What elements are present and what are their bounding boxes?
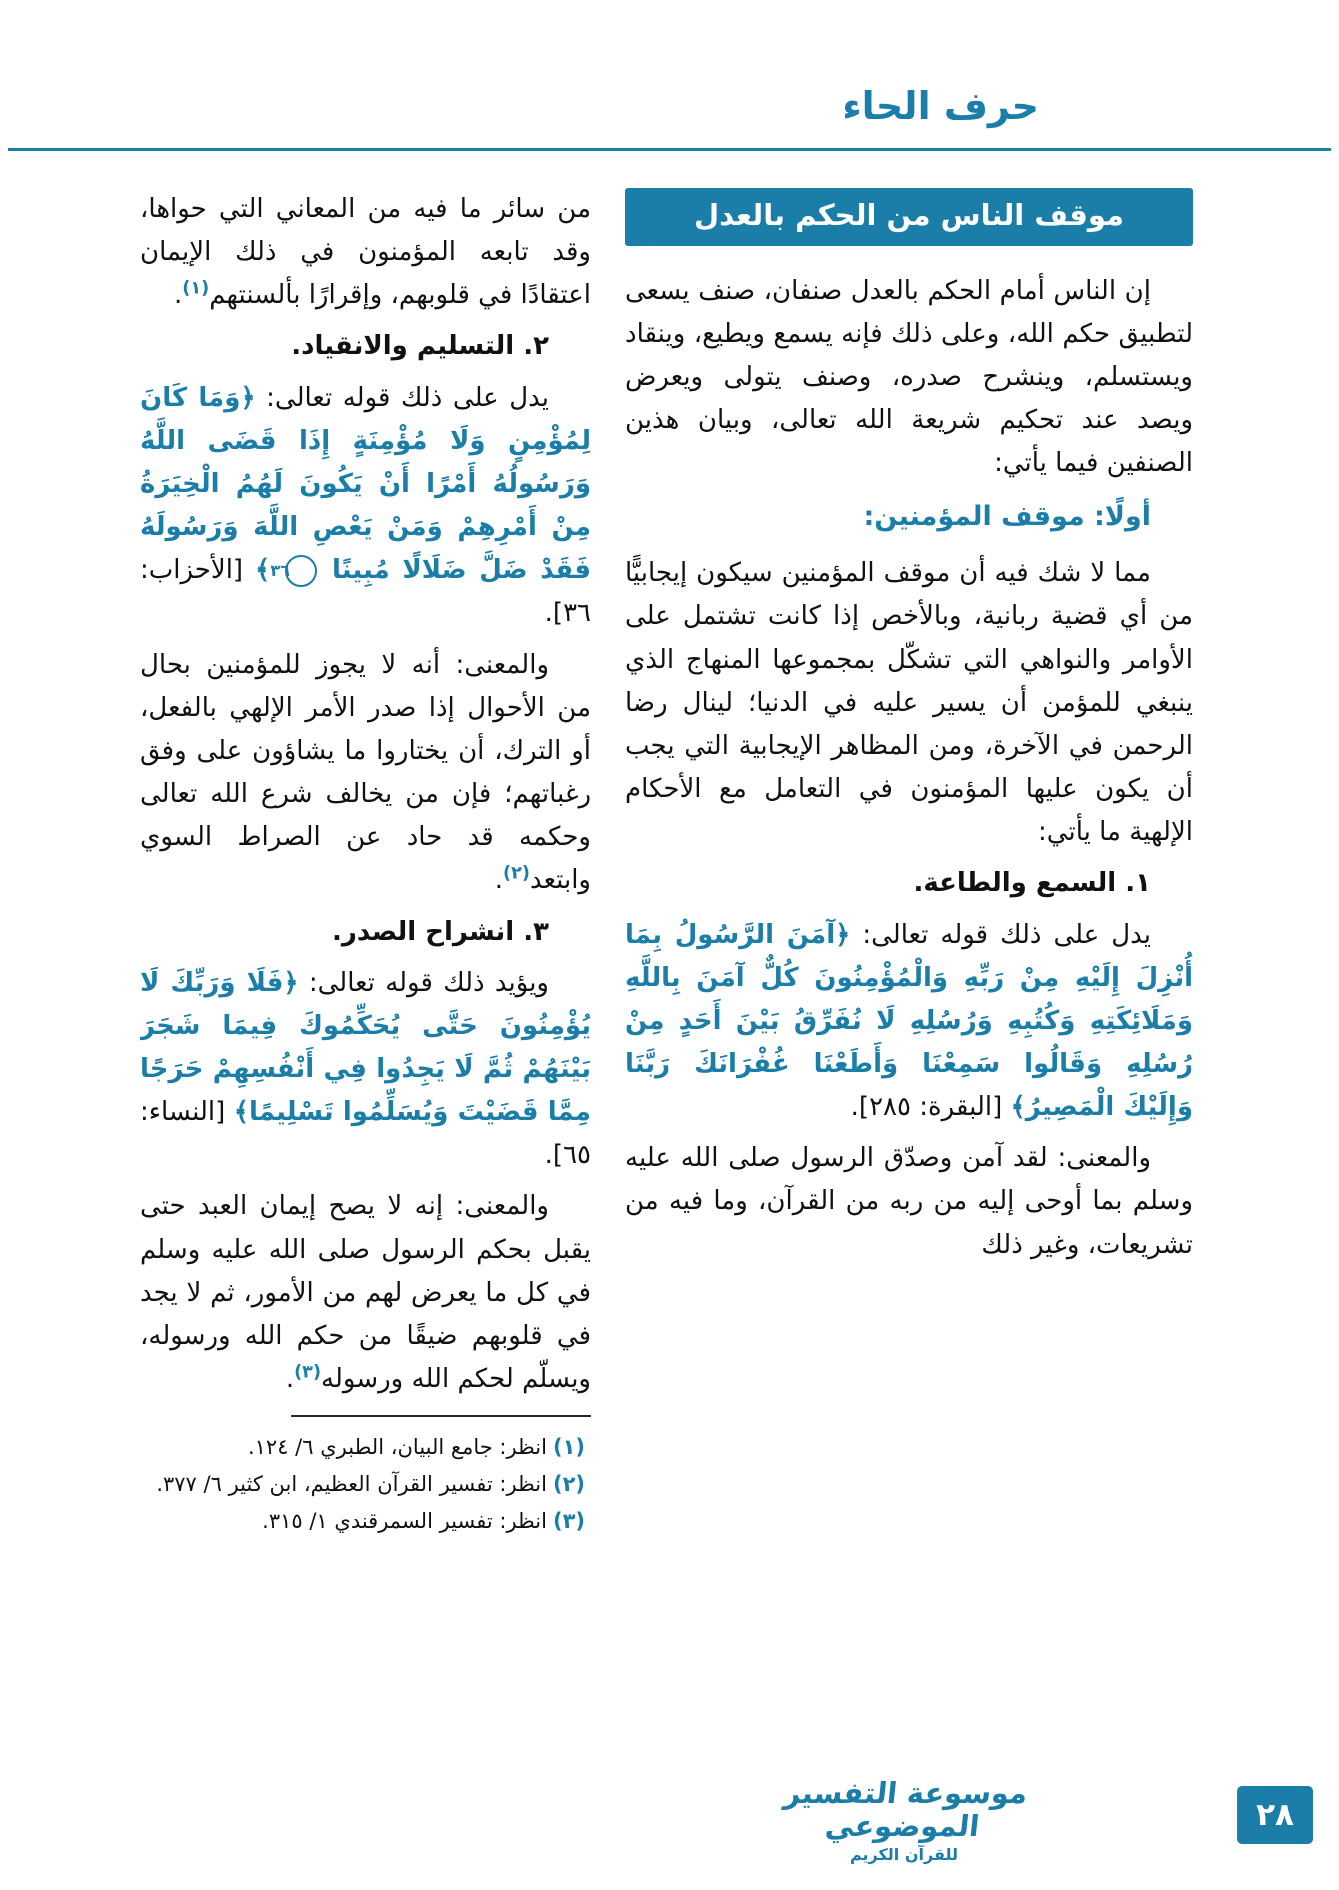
footnote-ref-1: (١) xyxy=(182,278,210,299)
publisher-logo-title: موسوعة التفسير الموضوعي xyxy=(782,1775,1030,1844)
footnote-item xyxy=(140,1466,591,1503)
paragraph-meaning-text: والمعنى: أنه لا يجوز للمؤمنين بحال من الأحوال إذا صدر الأمر الإلهي بالفعل، أو الترك، أن يختاروا ما يشاؤون على وفق رغباتهم؛ فإن من يخالف شرع الله تعالى وحكمه قد حاد عن الصراط السوي وابتعد xyxy=(140,649,591,896)
verse-paragraph-nisa xyxy=(140,962,591,1178)
verse-closing-bracket: ﴾ xyxy=(254,555,271,586)
footnote-divider-rule xyxy=(291,1415,591,1417)
subheading-muminin: أولًا: موقف المؤمنين: xyxy=(863,501,1151,533)
footnote-text: انظر: جامع البيان، الطبري ٦/ ١٢٤. xyxy=(247,1435,547,1460)
footnote-number: (٣) xyxy=(552,1508,585,1533)
footnote-number: (٢) xyxy=(552,1471,585,1496)
verse-reference-ahzab: [الأحزاب: ٣٦]. xyxy=(140,555,591,629)
heading-sam-wa-taah: ١. السمع والطاعة. xyxy=(913,868,1151,899)
paragraph-intro: إن الناس أمام الحكم بالعدل صنفان، صنف يسعى لتطبيق حكم الله، وعلى ذلك فإنه يسمع ويطيع، وينقاد ويستسلم، وينشرح صدره، وصنف يتولى ويعرض ويصد عند تحكيم شريعة الله تعالى، وبيان هذين الصنفين فيما يأتي: xyxy=(625,275,1193,479)
paragraph-continuation-text: من سائر ما فيه من المعاني التي حواها، وقد تابعه المؤمنون في ذلك الإيمان اعتقادًا في قلوبهم، وإقرارًا بألسنتهم xyxy=(140,194,591,311)
paragraph-meaning-nisa xyxy=(140,1185,591,1401)
page-number: ٢٨ xyxy=(1256,1797,1294,1833)
footnote-text: انظر: تفسير السمرقندي ١/ ٣١٥. xyxy=(262,1508,547,1533)
paragraph-meaning-text: والمعنى: إنه لا يصح إيمان العبد حتى يقبل بحكم الرسول صلى الله عليه وسلم في كل ما يعرض لهم من الأمور، ثم لا يجد في قلوبهم ضيقًا من حكم الله ورسوله، ويسلّم لحكم الله ورسوله xyxy=(140,1191,591,1395)
footnote-item xyxy=(140,1503,591,1540)
section-title: موقف الناس من الحكم بالعدل xyxy=(694,198,1124,232)
footnote-text: انظر: تفسير القرآن العظيم، ابن كثير ٦/ ٣٧٧. xyxy=(156,1471,547,1496)
footnote-ref-3: (٣) xyxy=(294,1362,322,1383)
sentence-end: . xyxy=(173,280,183,311)
heading-inshirah: ٣. انشراح الصدر. xyxy=(332,916,549,947)
column-left xyxy=(140,188,591,1539)
paragraph-muminin: مما لا شك فيه أن موقف المؤمنين سيكون إيجابيًّا من أي قضية ربانية، وبالأخص إذا كانت تشتمل على الأوامر والنواهي التي تشكّل بمجموعها المنهاج الذي ينبغي للمؤمن أن يسير عليه في الدنيا؛ لينال رضا الرحمن في الآخرة، ومن المظاهر الإيجابية التي يجب أن يكون عليها المؤمنون في التعامل مع الأحكام الإلهية ما يأتي: xyxy=(625,558,1193,848)
verse-intro-text: يدل على ذلك قوله تعالى: xyxy=(255,382,549,413)
paragraph-meaning-baqarah: والمعنى: لقد آمن وصدّق الرسول صلى الله عليه وسلم بما أوحى إليه من ربه من القرآن، وما فيه من تشريعات، وغير ذلك xyxy=(625,1143,1193,1260)
page-number-badge xyxy=(1237,1786,1313,1844)
ayah-number-badge: ٣٦ xyxy=(285,555,317,587)
footnote-number: (١) xyxy=(552,1435,585,1460)
paragraph-continuation xyxy=(140,188,591,317)
chapter-header-title: حرف الحاء xyxy=(842,84,1039,128)
heading-taslim: ٢. التسليم والانقياد. xyxy=(291,331,549,362)
sentence-end: . xyxy=(285,1364,295,1395)
verse-reference-baqarah: [البقرة: ٢٨٥]. xyxy=(850,1092,1003,1123)
verse-intro-text: يدل على ذلك قوله تعالى: xyxy=(850,919,1151,950)
publisher-logo xyxy=(769,1777,1039,1864)
header-divider-rule xyxy=(8,148,1331,151)
quran-verse-baqarah-285: ﴿آمَنَ الرَّسُولُ بِمَا أُنْزِلَ إِلَيْهِ مِنْ رَبِّهِ وَالْمُؤْمِنُونَ كُلٌّ آمَنَ بِاللَّهِ وَمَلَائِكَتِهِ وَكُتُبِهِ وَرُسُلِهِ لَا نُفَرِّقُ بَيْنَ أَحَدٍ مِنْ رُسُلِهِ وَقَالُوا سَمِعْنَا وَأَطَعْنَا غُفْرَانَكَ رَبَّنَا وَإِلَيْكَ الْمَصِيرُ﴾ xyxy=(625,919,1193,1123)
verse-paragraph-ahzab xyxy=(140,377,591,636)
section-title-box xyxy=(625,188,1193,246)
publisher-logo-subtitle: للقرآن الكريم xyxy=(849,1844,959,1864)
column-right xyxy=(625,188,1193,1275)
verse-reference-nisa: [النساء: ٦٥]. xyxy=(140,1097,591,1171)
sentence-end: . xyxy=(494,865,503,896)
footnotes-section xyxy=(140,1415,591,1539)
paragraph-meaning-ahzab xyxy=(140,644,591,903)
footnote-item xyxy=(140,1429,591,1466)
quran-verse-ahzab-36: ﴿وَمَا كَانَ لِمُؤْمِنٍ وَلَا مُؤْمِنَةٍ إِذَا قَضَى اللَّهُ وَرَسُولُهُ أَمْرًا أَنْ يَكُونَ لَهُمُ الْخِيَرَةُ مِنْ أَمْرِهِمْ وَمَنْ يَعْصِ اللَّهَ وَرَسُولَهُ فَقَدْ ضَلَّ ضَلَالًا مُبِينًا xyxy=(140,382,592,586)
verse-paragraph-baqarah xyxy=(625,914,1193,1130)
page-content xyxy=(140,188,1193,1778)
verse-intro-text: ويؤيد ذلك قوله تعالى: xyxy=(298,967,549,998)
footnote-ref-2: (٢) xyxy=(502,863,530,884)
quran-verse-nisa-65: ﴿فَلَا وَرَبِّكَ لَا يُؤْمِنُونَ حَتَّى يُحَكِّمُوكَ فِيمَا شَجَرَ بَيْنَهُمْ ثُمَّ لَا يَجِدُوا فِي أَنْفُسِهِمْ حَرَجًا مِمَّا قَضَيْتَ وَيُسَلِّمُوا تَسْلِيمًا﴾ xyxy=(140,967,591,1128)
